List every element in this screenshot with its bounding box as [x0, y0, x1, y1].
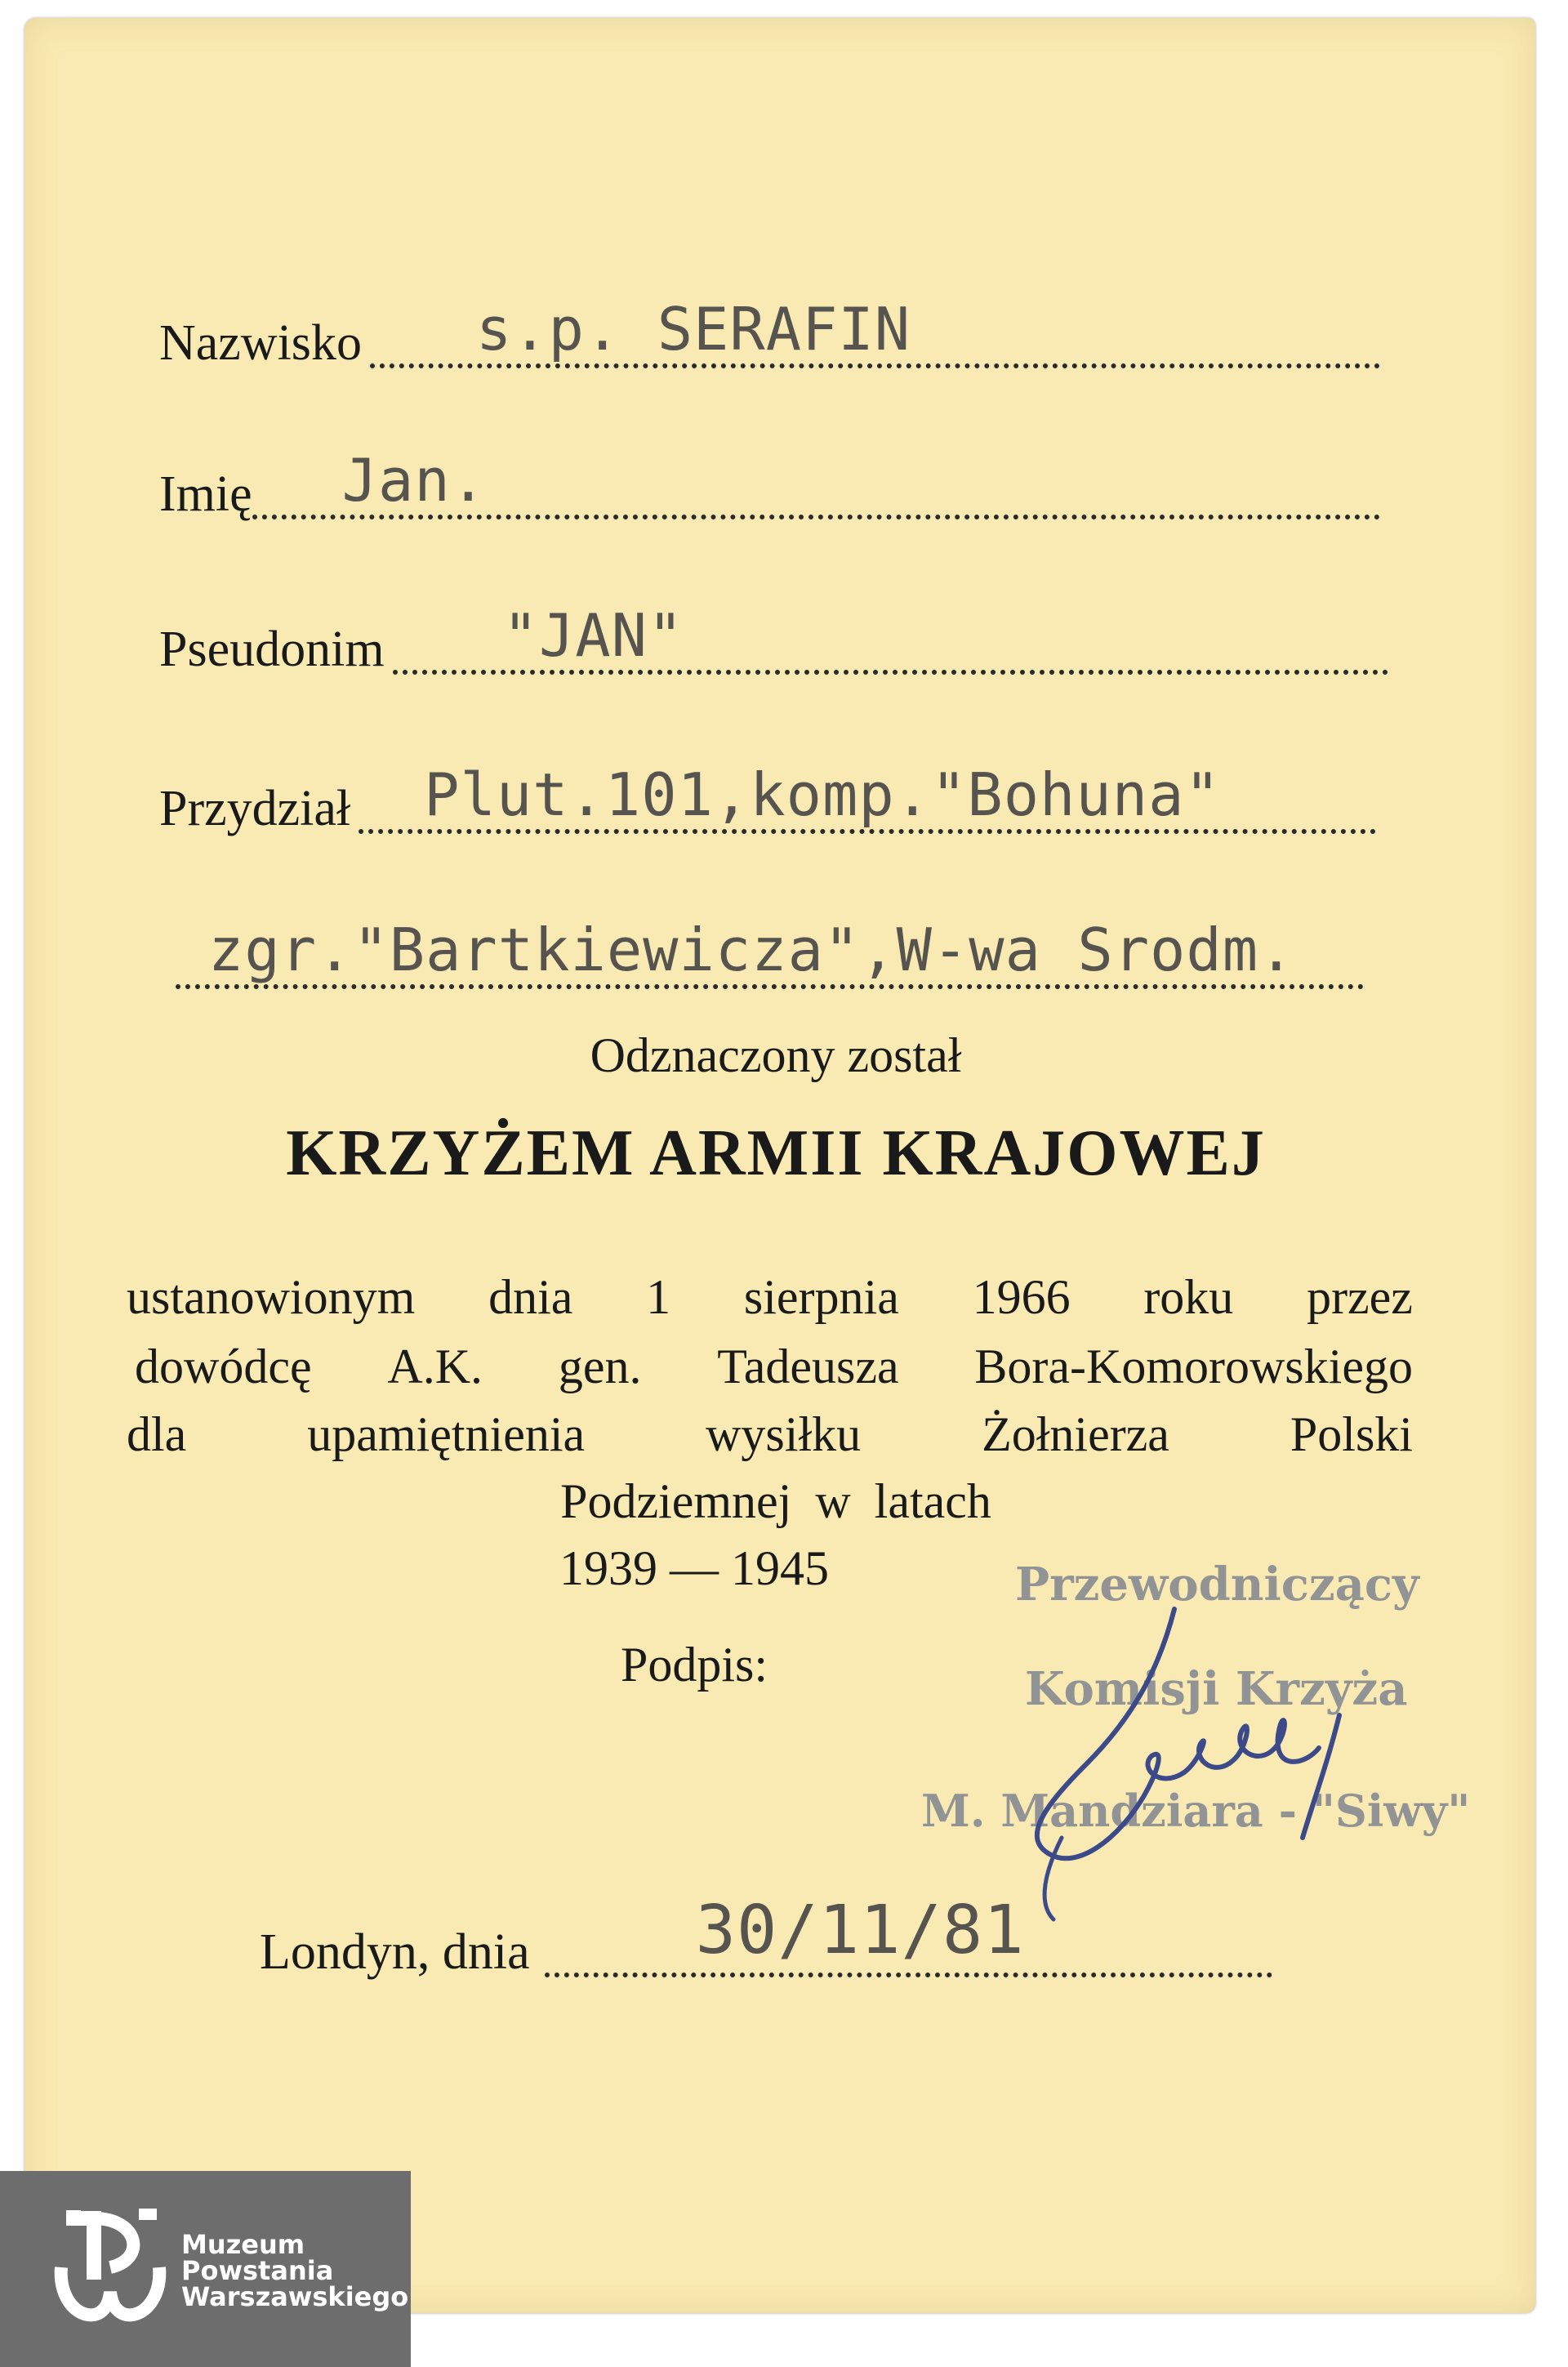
field-pseudonym-label: Pseudonim — [159, 622, 385, 677]
award-years: 1939 — 1945 — [559, 1541, 829, 1595]
field-assignment-continued-line — [176, 916, 1364, 989]
field-pseudonym — [159, 601, 1388, 677]
word: 1966 — [972, 1270, 1071, 1324]
word: Bora-Komorowskiego — [974, 1340, 1413, 1393]
word: gen. — [558, 1340, 642, 1393]
place-date — [260, 1892, 1272, 1980]
field-assignment-continued-value: zgr."Bartkiewicza",W-wa Srodm. — [208, 916, 1295, 984]
word: Polski — [1290, 1407, 1413, 1461]
signature-label: Podpis: — [620, 1638, 768, 1692]
place-date-label: Londyn, dnia — [260, 1924, 530, 1980]
word: przez — [1307, 1270, 1413, 1324]
field-assignment-line — [359, 760, 1376, 834]
award-body-line-2 — [135, 1342, 1413, 1391]
logo-line-2: Powstania — [181, 2255, 334, 2286]
field-first-name-value: Jan. — [341, 446, 488, 515]
stamp-line-2: Komisji Krzyża — [1025, 1662, 1408, 1716]
word: upamiętnienia — [307, 1407, 586, 1461]
field-first-name-label: Imię — [159, 466, 252, 522]
field-first-name-line — [252, 446, 1380, 519]
field-surname-value: s.p. SERAFIN — [475, 295, 911, 363]
place-date-line — [545, 1892, 1272, 1977]
field-surname-line — [370, 295, 1380, 368]
logo-line-1: Muzeum — [181, 2229, 305, 2260]
word: ustanowionym — [127, 1270, 416, 1324]
award-body-line-3 — [127, 1407, 1413, 1461]
field-pseudonym-line — [393, 601, 1388, 675]
word: dowódcę — [135, 1340, 312, 1393]
field-first-name — [159, 446, 1380, 522]
word: dnia — [488, 1270, 573, 1324]
award-intro: Odznaczony został — [590, 1028, 962, 1082]
award-body-line-4: Podziemnej w latach — [560, 1474, 991, 1528]
award-title: KRZYŻEM ARMII KRAJOWEJ — [286, 1117, 1266, 1189]
word: wysiłku — [706, 1407, 862, 1461]
word: Żołnierza — [982, 1407, 1169, 1461]
field-assignment-label: Przydział — [159, 781, 351, 836]
stamp-line-3: M. Mandziara - "Siwy" — [921, 1785, 1471, 1837]
kotwica-icon — [49, 2202, 172, 2333]
field-assignment — [159, 760, 1376, 836]
word: dla — [127, 1407, 187, 1461]
museum-logo — [0, 2171, 411, 2367]
award-body-line-1 — [127, 1270, 1413, 1324]
place-date-value: 30/11/81 — [695, 1892, 1025, 1969]
logo-line-3: Warszawskiego — [181, 2281, 409, 2312]
word: 1 — [646, 1270, 671, 1324]
field-surname-label: Nazwisko — [159, 315, 362, 371]
word: roku — [1143, 1270, 1234, 1324]
field-assignment-value: Plut.101,komp."Bohuna" — [424, 760, 1221, 829]
stamp-line-1: Przewodniczący — [1015, 1558, 1419, 1611]
field-surname — [159, 295, 1380, 371]
word: A.K. — [387, 1340, 483, 1393]
word: sierpnia — [743, 1270, 899, 1324]
field-assignment-continued — [176, 916, 1364, 989]
handwritten-signature-icon — [956, 1593, 1380, 1936]
word: Tadeusza — [717, 1340, 899, 1393]
field-pseudonym-value: "JAN" — [502, 601, 684, 670]
